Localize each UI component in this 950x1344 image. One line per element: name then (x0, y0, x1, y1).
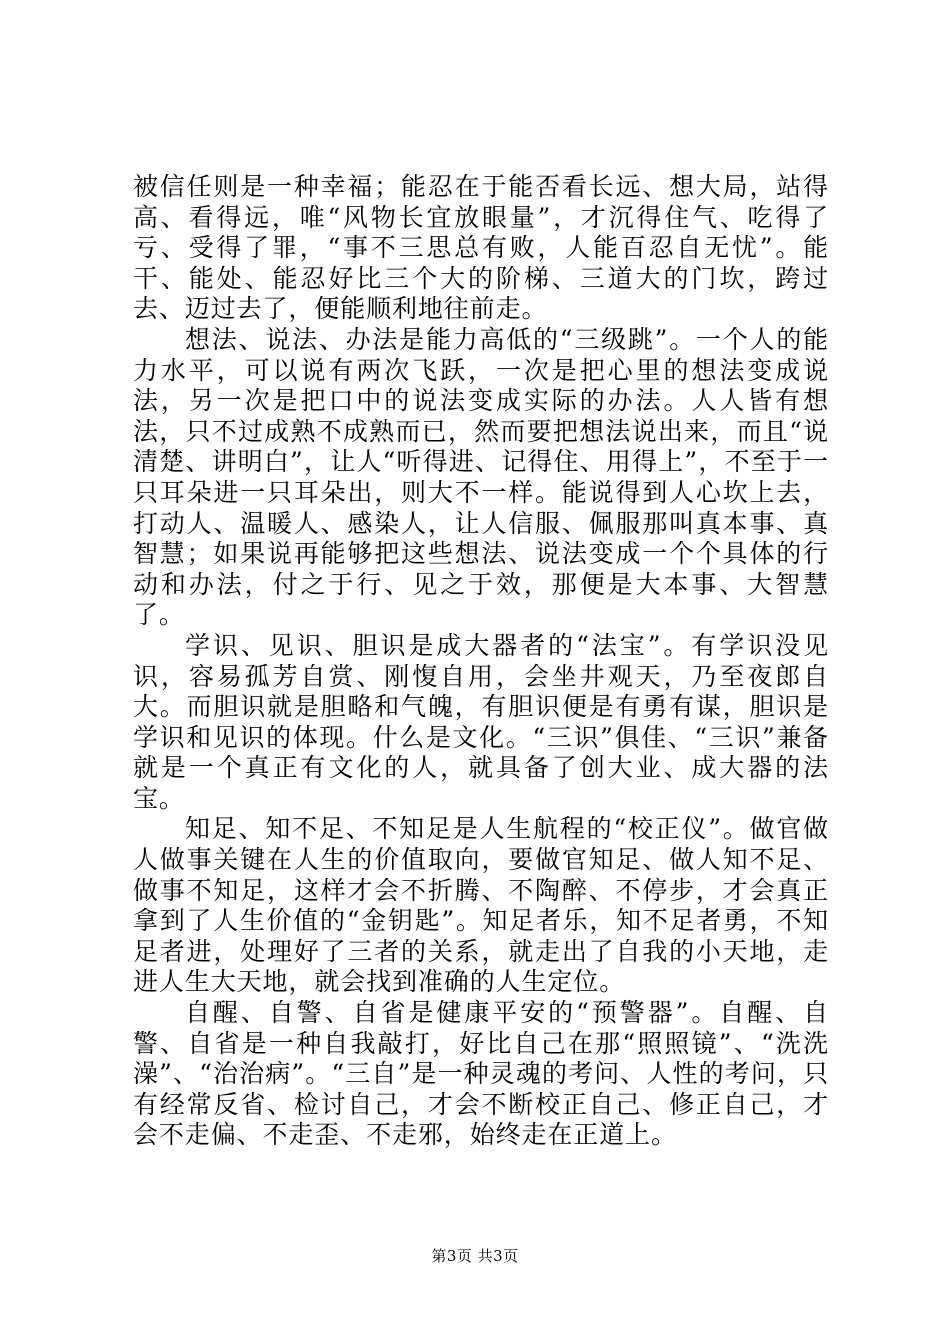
paragraph: 想法、说法、办法是能力高低的“三级跳”。一个人的能力水平，可以说有两次飞跃，一次是把心里的想法变成说法，另一次是把口中的说法变成实际的办法。人人皆有想法，只不过成熟不成熟而已，然而要把想法说出来，而且“说清楚、讲明白”，让人“听得进、记得住、用得上”，不至于一只耳朵进一只耳朵出，则大不一样。能说得到人心坎上去，打动人、温暖人、感染人，让人信服、佩服那叫真本事、真智慧；如果说再能够把这些想法、说法变成一个个具体的行动和办法，付之于行、见之于效，那便是大本事、大智慧了。 (133, 324, 829, 630)
paragraph: 被信任则是一种幸福；能忍在于能否看长远、想大局，站得高、看得远，唯“风物长宜放眼量”，才沉得住气、吃得了亏、受得了罪，“事不三思总有败，人能百忍自无忧”。能干、能处、能忍好比三个大的阶梯、三道大的门坎，跨过去、迈过去了，便能顺利地往前走。 (133, 172, 829, 324)
document-body (133, 172, 829, 1151)
page-number-footer: 第3页 共3页 (431, 1247, 519, 1265)
paragraph: 自醒、自警、自省是健康平安的“预警器”。自醒、自警、自省是一种自我敲打，好比自己在那“照照镜”、“洗洗澡”、“治治病”。“三自”是一种灵魂的考问、人性的考问，只有经常反省、检讨自己，才会不断校正自己、修正自己，才会不走偏、不走歪、不走邪，始终走在正道上。 (133, 998, 829, 1150)
paragraph: 学识、见识、胆识是成大器者的“法宝”。有学识没见识，容易孤芳自赏、刚愎自用，会坐井观天，乃至夜郎自大。而胆识就是胆略和气魄，有胆识便是有勇有谋，胆识是学识和见识的体现。什么是文化。“三识”俱佳、“三识”兼备就是一个真正有文化的人，就具备了创大业、成大器的法宝。 (133, 630, 829, 813)
paragraph: 知足、知不足、不知足是人生航程的“校正仪”。做官做人做事关键在人生的价值取向，要做官知足、做人知不足、做事不知足，这样才会不折腾、不陶醉、不停步，才会真正拿到了人生价值的“金钥匙”。知足者乐，知不足者勇，不知足者进，处理好了三者的关系，就走出了自我的小天地，走进人生大天地，就会找到准确的人生定位。 (133, 814, 829, 997)
